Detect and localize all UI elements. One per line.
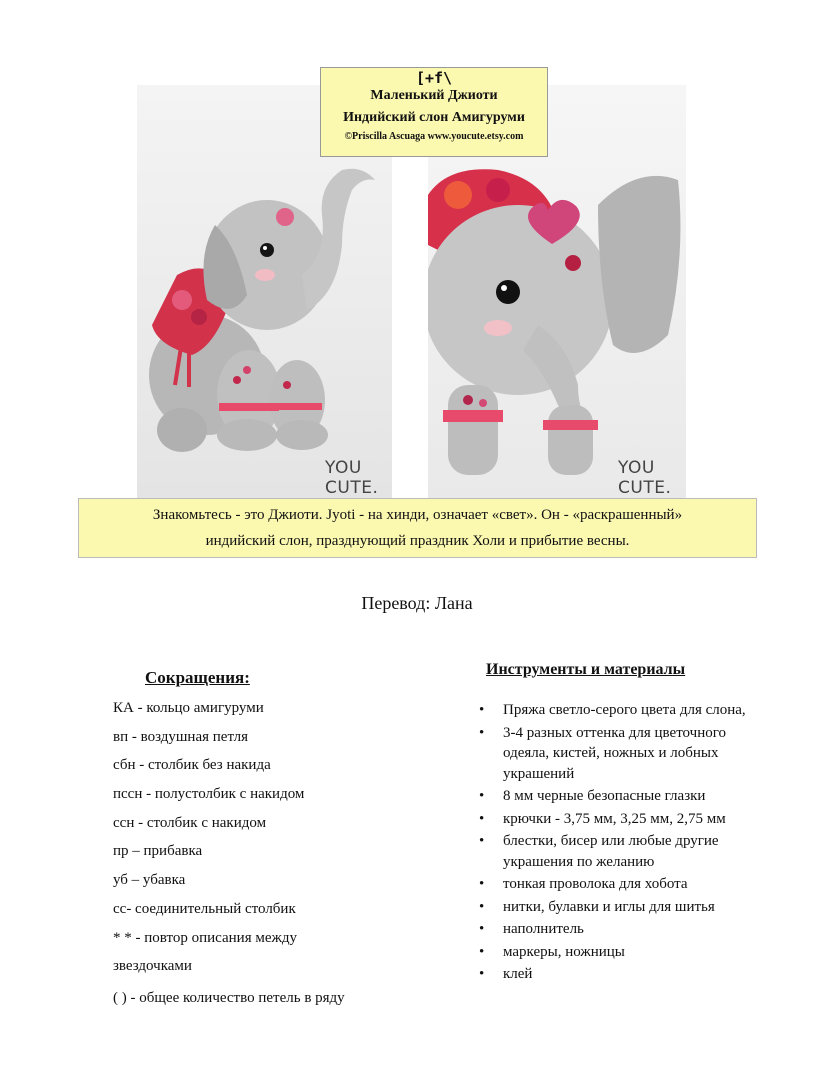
pattern-title: Маленький Джиоти bbox=[370, 88, 498, 103]
pattern-subtitle: Индийский слон Амигуруми bbox=[343, 110, 525, 125]
list-item: • крючки - 3,75 мм, 3,25 мм, 2,75 мм bbox=[476, 809, 766, 830]
intro-box bbox=[78, 498, 757, 558]
intro-line: Знакомьтесь - это Джиоти. Jyoti - на хинди, означает «свет». Он - «раскрашенный» bbox=[152, 507, 683, 523]
list-item: сбн - столбик без накида bbox=[113, 757, 271, 774]
copyright-credit: ©Priscilla Ascuaga www.youcute.etsy.com bbox=[344, 131, 524, 142]
list-item: • блестки, бисер или любые другие украшения по желанию bbox=[476, 831, 766, 872]
list-item: ( ) - общее количество петель в ряду bbox=[113, 990, 345, 1006]
list-item: • 8 мм черные безопасные глазки bbox=[476, 786, 766, 807]
list-item: • 3-4 разных оттенка для цветочного одеяла, кистей, ножных и лобных украшений bbox=[476, 723, 766, 785]
logo: [+f\ bbox=[415, 69, 453, 87]
list-item: вп - воздушная петля bbox=[113, 728, 249, 745]
list-item: звездочками bbox=[113, 958, 192, 975]
list-item: • тонкая проволока для хобота bbox=[476, 874, 766, 895]
translator-credit: Перевод: Лана bbox=[361, 593, 473, 613]
list-item: • наполнитель bbox=[476, 919, 766, 940]
list-item: КА - кольцо амигуруми bbox=[113, 700, 264, 716]
photo-watermark: YOU CUTE. bbox=[325, 458, 379, 498]
list-item: пр – прибавка bbox=[113, 843, 203, 860]
abbreviations-heading: Сокращения: bbox=[145, 668, 250, 687]
list-item: сс- соединительный столбик bbox=[113, 900, 296, 917]
list-item: ссн - столбик с накидом bbox=[113, 814, 267, 831]
list-item: • клей bbox=[476, 964, 766, 985]
list-item: * * - повтор описания между bbox=[113, 929, 297, 946]
list-item: уб – убавка bbox=[113, 872, 186, 889]
tools-heading: Инструменты и материалы bbox=[486, 661, 686, 678]
intro-line: индийский слон, празднующий праздник Холи и прибытие весны. bbox=[205, 533, 630, 549]
title-box bbox=[320, 67, 548, 157]
list-item: • Пряжа светло-серого цвета для слона, bbox=[476, 700, 766, 721]
list-item: • маркеры, ножницы bbox=[476, 942, 766, 963]
list-item: пссн - полустолбик с накидом bbox=[113, 786, 305, 803]
photo-watermark: YOU CUTE. bbox=[618, 458, 672, 498]
list-item: • нитки, булавки и иглы для шитья bbox=[476, 897, 766, 918]
tools-list bbox=[476, 700, 766, 987]
abbreviations-list bbox=[113, 697, 443, 984]
